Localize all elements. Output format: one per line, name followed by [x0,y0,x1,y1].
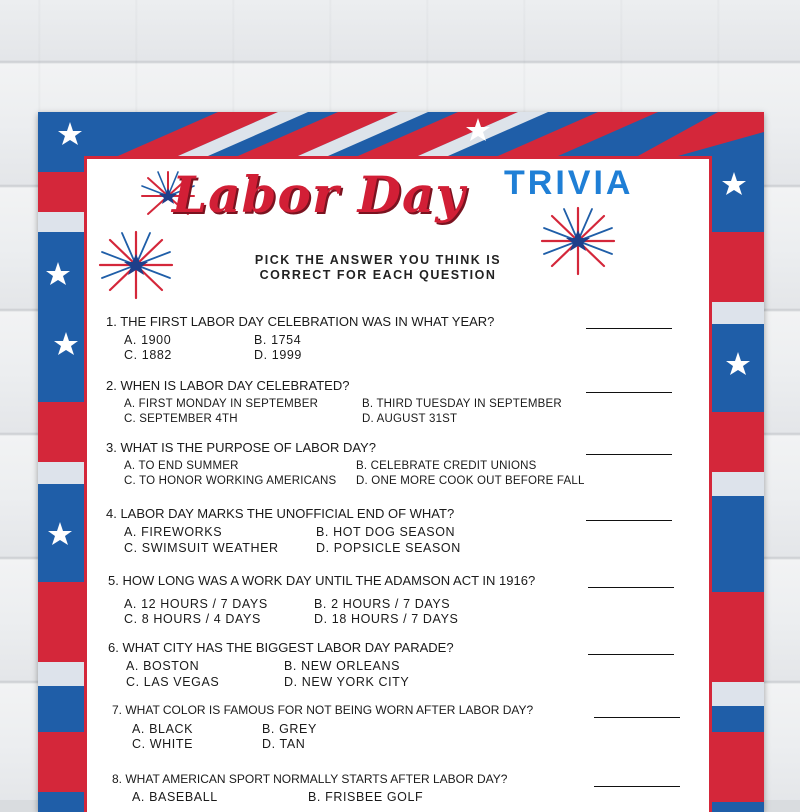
option: A. BLACK [132,722,194,736]
option: B. GREY [262,722,317,736]
answer-line[interactable] [586,454,672,455]
option: D. 18 HOURS / 7 DAYS [314,612,459,626]
answer-line[interactable] [586,520,672,521]
option: C. WHITE [132,737,194,751]
option: A. BOSTON [126,659,200,673]
firework-icon [94,228,178,302]
option: D. NEW YORK CITY [284,675,410,689]
option: B. FRISBEE GOLF [308,790,424,804]
option: A. FIRST MONDAY IN SEPTEMBER [124,398,319,410]
answer-line[interactable] [588,654,674,655]
instructions-line: CORRECT FOR EACH QUESTION [259,268,497,282]
option: D. TAN [262,737,306,751]
answer-line[interactable] [594,786,680,787]
question-text: 3. WHAT IS THE PURPOSE OF LABOR DAY? [106,440,376,455]
option: C. 8 HOURS / 4 DAYS [124,612,261,626]
question-text: 1. THE FIRST LABOR DAY CELEBRATION WAS IN WHAT YEAR? [106,314,495,329]
option: A. TO END SUMMER [124,460,239,472]
option: B. HOT DOG SEASON [316,525,456,539]
instructions-line: PICK THE ANSWER YOU THINK IS [254,253,502,267]
option: A. 12 HOURS / 7 DAYS [124,597,268,611]
option: C. SWIMSUIT WEATHER [124,541,279,555]
option: B. THIRD TUESDAY IN SEPTEMBER [362,398,562,410]
option: B. NEW ORLEANS [284,659,401,673]
answer-line[interactable] [588,587,674,588]
page-title-accent: TRIVIA [504,164,634,202]
option: B. 2 HOURS / 7 DAYS [314,597,451,611]
question-text: 6. WHAT CITY HAS THE BIGGEST LABOR DAY PARADE? [108,640,454,655]
question-text: 7. WHAT COLOR IS FAMOUS FOR NOT BEING WORN AFTER LABOR DAY? [112,703,534,717]
option: D. AUGUST 31ST [362,413,458,425]
answer-line[interactable] [586,392,672,393]
question-text: 2. WHEN IS LABOR DAY CELEBRATED? [106,378,350,393]
option: C. SEPTEMBER 4TH [124,413,238,425]
instructions [200,253,556,283]
question-text: 4. LABOR DAY MARKS THE UNOFFICIAL END OF WHAT? [106,506,455,521]
option: B. CELEBRATE CREDIT UNIONS [356,460,537,472]
option: D. 1999 [254,348,302,362]
option: C. 1882 [124,348,172,362]
answer-line[interactable] [594,717,680,718]
option: A. 1900 [124,333,172,347]
option: D. POPSICLE SEASON [316,541,461,555]
option: D. ONE MORE COOK OUT BEFORE FALL [356,475,585,487]
page-title: Labor Day [172,165,466,224]
option: A. FIREWORKS [124,525,223,539]
question-text: 5. HOW LONG WAS A WORK DAY UNTIL THE ADAMSON ACT IN 1916? [108,573,536,588]
option: C. TO HONOR WORKING AMERICANS [124,475,337,487]
option: A. BASEBALL [132,790,218,804]
answer-line[interactable] [586,328,672,329]
question-text: 8. WHAT AMERICAN SPORT NORMALLY STARTS AFTER LABOR DAY? [112,772,508,786]
option: C. LAS VEGAS [126,675,220,689]
option: B. 1754 [254,333,302,347]
